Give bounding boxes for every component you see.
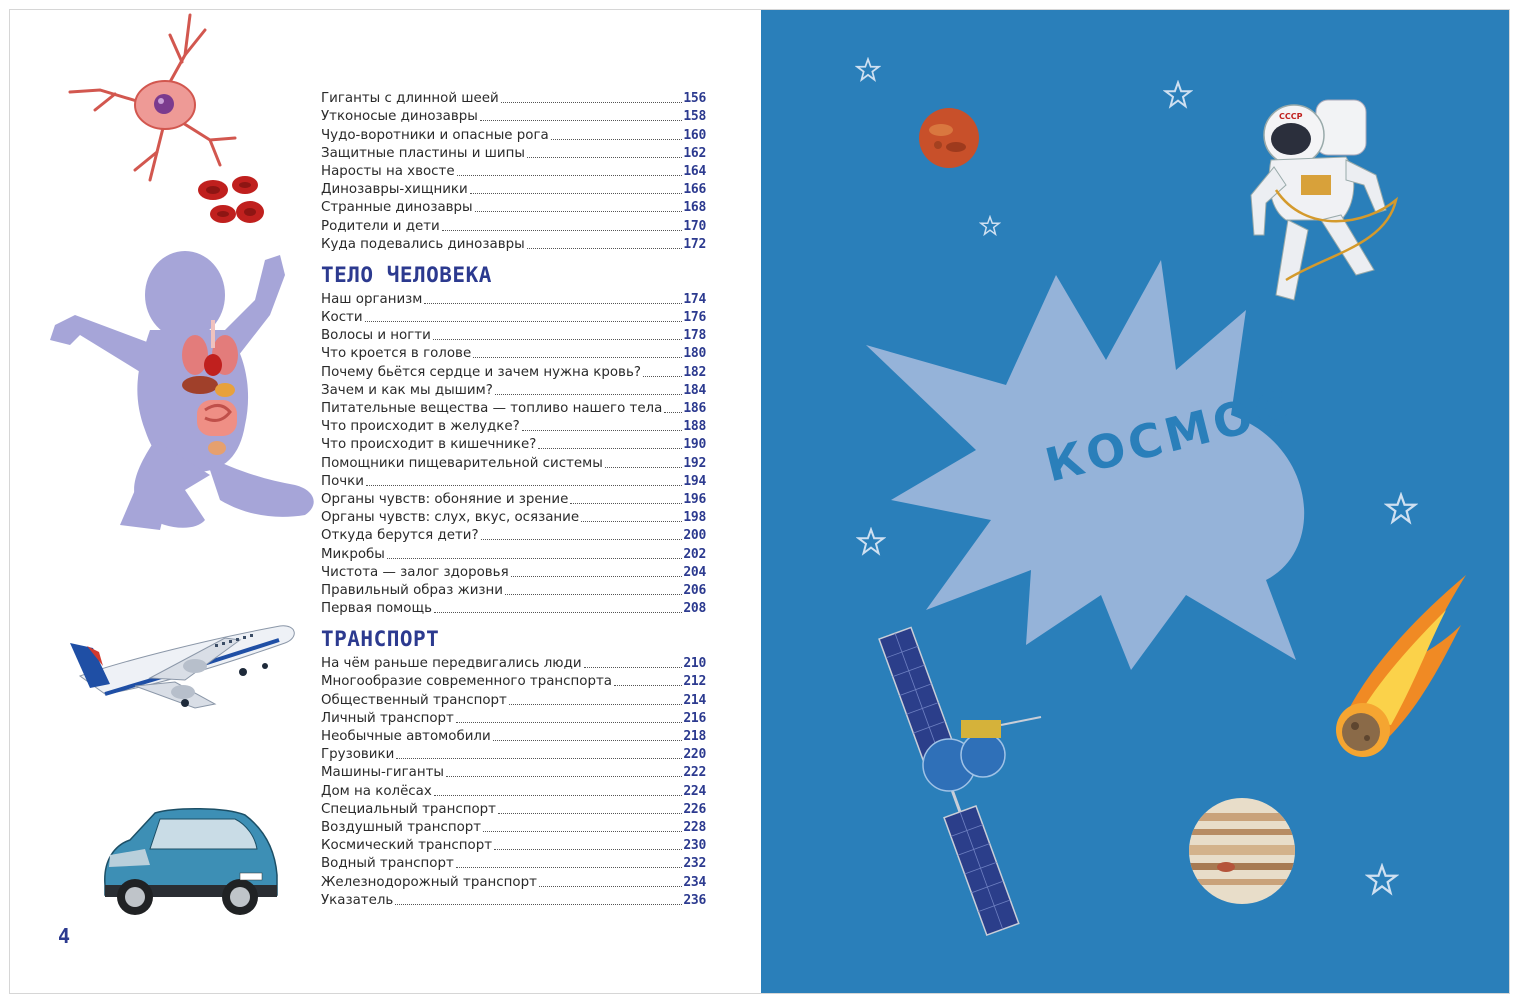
- toc-item-title: Водный транспорт: [321, 856, 454, 872]
- toc-dot-leader: [434, 611, 682, 613]
- toc-item-title: Зачем и как мы дышим?: [321, 382, 493, 398]
- toc-item: [321, 582, 706, 600]
- toc-item: [321, 691, 706, 709]
- toc-item: [321, 181, 706, 199]
- toc-item-page: 166: [683, 182, 706, 198]
- toc-item: [321, 418, 706, 436]
- toc-item-title: Необычные автомобили: [321, 729, 491, 744]
- toc-item-title: Грузовики: [321, 747, 395, 763]
- right-page-space: [761, 10, 1510, 993]
- toc-dot-leader: [442, 229, 683, 231]
- jupiter-illustration: [1186, 795, 1298, 907]
- astronaut-badge: СССР: [1279, 112, 1303, 121]
- toc-item-title: Откуда берутся дети?: [321, 528, 479, 544]
- toc-item-page: 170: [683, 218, 706, 234]
- toc-item: [321, 710, 706, 728]
- toc-dot-leader: [494, 848, 682, 850]
- toc-item-page: 182: [683, 364, 706, 380]
- toc-dot-leader: [511, 575, 683, 577]
- toc-item-title: Железнодорожный транспорт: [321, 874, 537, 890]
- toc-dot-leader: [434, 794, 683, 796]
- toc-item-title: Питательные вещества — топливо нашего тела: [321, 401, 663, 416]
- toc-item-title: Почки: [321, 473, 364, 489]
- toc-dot-leader: [505, 593, 682, 595]
- toc-item-page: 212: [683, 674, 706, 690]
- toc-item: [321, 236, 706, 254]
- toc-dot-leader: [457, 174, 683, 176]
- toc-item-title: Куда подевались динозавры: [321, 236, 525, 252]
- toc-dot-leader: [470, 192, 683, 194]
- toc-item-title: Дом на колёсах: [321, 783, 432, 799]
- toc-dot-leader: [495, 393, 683, 395]
- toc-item: [321, 145, 706, 163]
- toc-item: [321, 527, 706, 545]
- comet-illustration: [1321, 570, 1471, 765]
- toc-item: [321, 473, 706, 491]
- toc-item-title: Помощники пищеварительной системы: [321, 455, 603, 471]
- toc-dot-leader: [501, 101, 683, 103]
- toc-item-title: Чистота — залог здоровья: [321, 564, 509, 580]
- toc-item-page: 224: [683, 783, 706, 799]
- toc-dot-leader: [584, 666, 683, 668]
- toc-item-page: 158: [683, 109, 706, 125]
- airplane-illustration: [65, 608, 300, 713]
- toc-item: [321, 345, 706, 363]
- toc-item-page: 202: [683, 546, 706, 562]
- toc-item: [321, 199, 706, 217]
- toc-dot-leader: [605, 466, 683, 468]
- toc-item-title: Защитные пластины и шипы: [321, 145, 525, 161]
- toc-item-page: 184: [683, 382, 706, 398]
- toc-item-page: 160: [683, 127, 706, 143]
- toc-item-title: Общественный транспорт: [321, 692, 507, 708]
- toc-item-page: 198: [683, 510, 706, 526]
- toc-item: [321, 491, 706, 509]
- toc-dot-leader: [614, 684, 682, 686]
- toc-item: [321, 600, 706, 618]
- toc-item-page: 234: [683, 874, 706, 890]
- toc-dot-leader: [473, 356, 682, 358]
- page-number: 4: [58, 924, 71, 948]
- toc-dot-leader: [456, 721, 683, 723]
- astronaut-illustration: [1246, 95, 1406, 310]
- star-icon: [1163, 80, 1193, 110]
- toc-item: [321, 673, 706, 691]
- toc-dot-leader: [509, 703, 683, 705]
- toc-dot-leader: [527, 247, 683, 249]
- human-body-illustration: [35, 240, 325, 535]
- toc-item-title: Наросты на хвосте: [321, 163, 455, 179]
- satellite-illustration: [821, 625, 1071, 940]
- blood-cells-illustration: [195, 172, 275, 234]
- toc-item: [321, 400, 706, 418]
- toc-item-page: 168: [683, 200, 706, 216]
- toc-item: [321, 163, 706, 181]
- toc-item-title: Личный транспорт: [321, 710, 454, 726]
- toc-item-page: 226: [683, 801, 706, 817]
- book-spread: [9, 9, 1510, 994]
- star-icon: [979, 215, 1001, 237]
- toc-item-page: 162: [683, 145, 706, 161]
- toc-item-page: 204: [683, 564, 706, 580]
- toc-item-page: 216: [683, 710, 706, 726]
- toc-dot-leader: [365, 320, 683, 322]
- toc-item: [321, 291, 706, 309]
- toc-item-title: Гиганты с длинной шеей: [321, 91, 499, 107]
- toc-dot-leader: [483, 830, 682, 832]
- toc-item: [321, 509, 706, 527]
- toc-item: [321, 436, 706, 454]
- toc-item: [321, 764, 706, 782]
- toc-item-page: 200: [683, 528, 706, 544]
- toc-item-page: 176: [683, 310, 706, 326]
- toc-item-page: 206: [683, 582, 706, 598]
- toc-dot-leader: [581, 520, 682, 522]
- toc-item-title: Волосы и ногти: [321, 328, 431, 344]
- toc-item-page: 174: [683, 291, 706, 307]
- car-illustration: [95, 805, 285, 920]
- toc-item-title: Утконосые динозавры: [321, 109, 478, 125]
- toc-item: [321, 837, 706, 855]
- neuron-illustration: [60, 10, 260, 185]
- toc-dot-leader: [480, 119, 683, 121]
- toc-item-title: Динозавры-хищники: [321, 182, 468, 198]
- toc-item: [321, 728, 706, 746]
- toc-item-title: Правильный образ жизни: [321, 582, 503, 598]
- toc-item-page: 196: [683, 491, 706, 507]
- table-of-contents: [321, 90, 706, 910]
- star-icon: [1384, 492, 1418, 526]
- toc-item-page: 194: [683, 473, 706, 489]
- toc-item-page: 232: [683, 856, 706, 872]
- toc-item: [321, 892, 706, 910]
- toc-item-title: На чём раньше передвигались люди: [321, 656, 582, 672]
- toc-item-title: Почему бьётся сердце и зачем нужна кровь?: [321, 364, 641, 380]
- toc-dot-leader: [387, 557, 683, 559]
- toc-item-page: 156: [683, 91, 706, 107]
- section-heading-transport: ТРАНСПОРТ: [321, 627, 440, 652]
- toc-dot-leader: [493, 739, 683, 741]
- toc-item-title: Первая помощь: [321, 601, 432, 617]
- toc-item-title: Родители и дети: [321, 218, 440, 234]
- toc-item-title: Что происходит в кишечнике?: [321, 437, 537, 453]
- toc-item-page: 208: [683, 601, 706, 617]
- toc-dot-leader: [643, 375, 682, 377]
- toc-dot-leader: [456, 866, 683, 868]
- toc-item-page: 172: [683, 236, 706, 252]
- toc-group-human-body: [321, 291, 706, 618]
- section-heading-human-body: ТЕЛО ЧЕЛОВЕКА: [321, 262, 492, 287]
- toc-dot-leader: [424, 302, 682, 304]
- toc-item: [321, 454, 706, 472]
- toc-item-page: 230: [683, 838, 706, 854]
- toc-item-title: Чудо-воротники и опасные рога: [321, 127, 549, 143]
- toc-item: [321, 108, 706, 126]
- toc-item-page: 178: [683, 328, 706, 344]
- toc-dot-leader: [366, 484, 682, 486]
- toc-item-page: 210: [683, 656, 706, 672]
- toc-dot-leader: [433, 338, 683, 340]
- toc-item-title: Микробы: [321, 546, 385, 562]
- toc-item: [321, 746, 706, 764]
- toc-item: [321, 363, 706, 381]
- toc-item: [321, 801, 706, 819]
- toc-item-title: Что происходит в желудке?: [321, 419, 520, 435]
- left-page: [10, 10, 762, 993]
- toc-item-page: 192: [683, 455, 706, 471]
- toc-dot-leader: [522, 429, 683, 431]
- toc-item-title: Машины-гиганты: [321, 765, 444, 781]
- toc-item-page: 190: [683, 437, 706, 453]
- toc-item: [321, 655, 706, 673]
- toc-dot-leader: [475, 210, 683, 212]
- toc-item-title: Специальный транспорт: [321, 801, 496, 817]
- toc-item-page: 214: [683, 692, 706, 708]
- toc-dot-leader: [446, 775, 682, 777]
- toc-item-page: 236: [683, 892, 706, 908]
- toc-item-title: Что кроется в голове: [321, 346, 472, 362]
- toc-item-title: Органы чувств: слух, вкус, осязание: [321, 510, 580, 526]
- toc-group-dinosaurs: [321, 90, 706, 254]
- toc-item-title: Указатель: [321, 892, 394, 908]
- toc-item-page: 186: [683, 401, 706, 416]
- toc-item: [321, 545, 706, 563]
- toc-dot-leader: [570, 502, 682, 504]
- toc-item: [321, 782, 706, 800]
- toc-item-page: 218: [683, 729, 706, 744]
- toc-dot-leader: [538, 447, 682, 449]
- toc-item: [321, 327, 706, 345]
- toc-item-title: Воздушный транспорт: [321, 819, 482, 835]
- star-icon: [1365, 863, 1399, 897]
- toc-item: [321, 126, 706, 144]
- toc-item-title: Космический транспорт: [321, 838, 492, 854]
- toc-dot-leader: [551, 138, 683, 140]
- toc-item-title: Органы чувств: обоняние и зрение: [321, 491, 569, 507]
- toc-item: [321, 819, 706, 837]
- toc-dot-leader: [396, 757, 682, 759]
- toc-item: [321, 217, 706, 235]
- toc-item-title: Странные динозавры: [321, 200, 473, 216]
- toc-item: [321, 855, 706, 873]
- toc-item: [321, 564, 706, 582]
- toc-item-page: 188: [683, 419, 706, 435]
- toc-item-title: Наш организм: [321, 291, 423, 307]
- toc-item-title: Кости: [321, 310, 363, 326]
- toc-dot-leader: [395, 903, 682, 905]
- toc-dot-leader: [664, 411, 682, 413]
- toc-dot-leader: [498, 812, 682, 814]
- toc-item-title: Многообразие современного транспорта: [321, 674, 612, 690]
- toc-item: [321, 382, 706, 400]
- toc-dot-leader: [481, 538, 683, 540]
- toc-item-page: 222: [683, 765, 706, 781]
- toc-item-page: 164: [683, 163, 706, 179]
- mars-illustration: [916, 105, 982, 171]
- cosmos-title: КОСМОС: [1040, 378, 1299, 493]
- toc-item: [321, 90, 706, 108]
- star-icon: [855, 57, 881, 83]
- toc-group-transport: [321, 655, 706, 910]
- toc-item-page: 220: [683, 747, 706, 763]
- toc-item: [321, 873, 706, 891]
- toc-item: [321, 309, 706, 327]
- toc-item-page: 228: [683, 819, 706, 835]
- toc-dot-leader: [539, 885, 683, 887]
- toc-item-page: 180: [683, 346, 706, 362]
- toc-dot-leader: [527, 156, 682, 158]
- star-icon: [856, 527, 886, 557]
